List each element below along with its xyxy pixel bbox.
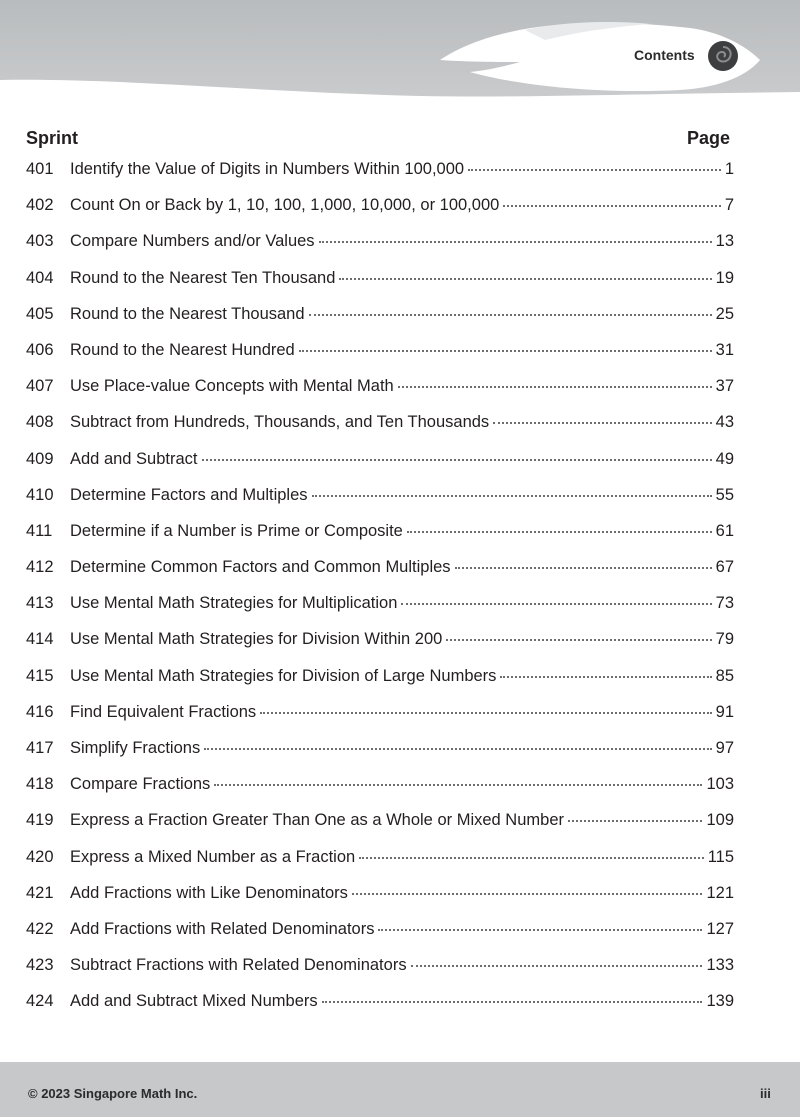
sprint-number: 413 — [26, 594, 54, 613]
toc-entry[interactable] — [26, 920, 734, 956]
toc-entry[interactable] — [26, 775, 734, 811]
toc-entry[interactable] — [26, 269, 734, 305]
column-header-sprint: Sprint — [26, 128, 78, 148]
toc-entry[interactable] — [26, 811, 734, 847]
sprint-title: Round to the Nearest Thousand — [70, 304, 305, 323]
page-number: iii — [760, 1086, 771, 1101]
toc-entry[interactable] — [26, 413, 734, 449]
page-ref: 73 — [715, 594, 734, 613]
page-ref: 127 — [706, 919, 734, 938]
sprint-title: Add and Subtract — [70, 449, 198, 468]
toc-entry[interactable] — [26, 630, 734, 666]
sprint-title: Determine Factors and Multiples — [70, 485, 308, 504]
sprint-number: 414 — [26, 630, 54, 649]
sprint-title: Express a Mixed Number as a Fraction — [70, 847, 356, 866]
page-ref: 85 — [715, 666, 734, 685]
dot-leader — [568, 819, 702, 822]
sprint-title: Compare Numbers and/or Values — [70, 232, 315, 251]
page-ref: 97 — [715, 739, 734, 757]
sprint-number: 410 — [26, 485, 54, 504]
sprint-number: 402 — [26, 196, 54, 215]
sprint-title: Determine Common Factors and Common Multiples — [70, 558, 451, 577]
sprint-number: 423 — [26, 956, 54, 975]
dot-leader — [260, 711, 711, 714]
dot-leader — [398, 385, 712, 388]
toc-entry[interactable] — [26, 667, 734, 703]
sprint-number: 415 — [26, 666, 54, 685]
dot-leader — [319, 240, 712, 243]
sprint-number: 407 — [26, 377, 54, 396]
toc-entry[interactable] — [26, 522, 734, 558]
dot-leader — [204, 747, 711, 750]
sprint-title: Use Mental Math Strategies for Multiplication — [70, 594, 398, 613]
sprint-title: Round to the Nearest Ten Thousand — [70, 268, 336, 287]
toc-entry[interactable] — [26, 305, 734, 341]
dot-leader — [407, 530, 712, 533]
page-ref: 37 — [715, 377, 734, 396]
sprint-number: 420 — [26, 847, 54, 866]
page-ref: 121 — [706, 883, 734, 902]
toc-entry[interactable] — [26, 703, 734, 739]
toc-entry[interactable] — [26, 377, 734, 413]
copyright-notice: © 2023 Singapore Math Inc. — [28, 1086, 198, 1101]
page-ref: 103 — [706, 775, 734, 794]
page-ref: 109 — [706, 811, 734, 830]
sprint-title: Simplify Fractions — [70, 739, 201, 757]
toc-entry[interactable] — [26, 341, 734, 377]
dot-leader — [446, 638, 711, 641]
sprint-title: Add and Subtract Mixed Numbers — [70, 992, 318, 1011]
sprint-number: 424 — [26, 992, 54, 1011]
dot-leader — [359, 856, 703, 859]
sprint-number: 404 — [26, 268, 54, 287]
sprint-title: Determine if a Number is Prime or Composite — [70, 521, 403, 540]
toc-entry[interactable] — [26, 196, 734, 232]
toc-entry[interactable] — [26, 956, 734, 992]
sprint-number: 403 — [26, 232, 54, 251]
toc-entry[interactable] — [26, 739, 734, 775]
dot-leader — [411, 964, 703, 967]
sprint-number: 401 — [26, 160, 54, 178]
sprint-title: Find Equivalent Fractions — [70, 702, 257, 721]
sprint-number: 411 — [26, 521, 53, 540]
sprint-title: Add Fractions with Related Denominators — [70, 919, 375, 938]
table-of-contents — [26, 160, 734, 1029]
page-ref: 133 — [706, 956, 734, 975]
dot-leader — [503, 204, 721, 207]
sprint-number: 418 — [26, 775, 54, 794]
sprint-number: 405 — [26, 304, 54, 323]
page-ref: 13 — [715, 232, 734, 251]
column-header-page: Page — [687, 128, 731, 148]
page-ref: 43 — [715, 413, 734, 432]
toc-entry[interactable] — [26, 992, 734, 1028]
sprint-number: 421 — [26, 883, 54, 902]
sprint-number: 416 — [26, 702, 54, 721]
sprint-title: Use Mental Math Strategies for Division Within 200 — [70, 630, 443, 649]
sprint-title: Add Fractions with Like Denominators — [70, 883, 348, 902]
sprint-number: 422 — [26, 919, 54, 938]
dot-leader — [352, 892, 703, 895]
sprint-title: Count On or Back by 1, 10, 100, 1,000, 10,000, or 100,000 — [70, 196, 500, 215]
toc-entry[interactable] — [26, 848, 734, 884]
sprint-number: 419 — [26, 811, 54, 830]
dot-leader — [401, 602, 711, 605]
toc-entry[interactable] — [26, 450, 734, 486]
toc-entry[interactable] — [26, 486, 734, 522]
page-ref: 79 — [715, 630, 734, 649]
toc-entry[interactable] — [26, 232, 734, 268]
spiral-badge-icon — [708, 41, 738, 71]
sprint-number: 417 — [26, 739, 54, 757]
page-ref: 31 — [715, 340, 734, 359]
sprint-title: Use Mental Math Strategies for Division of Large Numbers — [70, 666, 497, 685]
dot-leader — [455, 566, 712, 569]
page-ref: 1 — [724, 160, 734, 178]
toc-entry[interactable] — [26, 594, 734, 630]
sprint-number: 409 — [26, 449, 54, 468]
page-ref: 139 — [706, 992, 734, 1011]
sprint-title: Subtract Fractions with Related Denominators — [70, 956, 407, 975]
sprint-number: 412 — [26, 558, 54, 577]
page-ref: 25 — [715, 304, 734, 323]
section-label: Contents — [634, 47, 695, 63]
dot-leader — [468, 168, 721, 171]
page-ref: 19 — [715, 268, 734, 287]
sprint-number: 406 — [26, 340, 54, 359]
dot-leader — [493, 421, 711, 424]
dot-leader — [309, 313, 712, 316]
dot-leader — [214, 783, 702, 786]
dot-leader — [339, 277, 711, 280]
page-ref: 115 — [707, 847, 734, 866]
dot-leader — [312, 494, 712, 497]
page-ref: 49 — [715, 449, 734, 468]
sprint-title: Use Place-value Concepts with Mental Math — [70, 377, 394, 396]
page-ref: 67 — [715, 558, 734, 577]
sprint-title: Subtract from Hundreds, Thousands, and Ten Thousands — [70, 413, 490, 432]
sprint-title: Compare Fractions — [70, 775, 211, 794]
page-ref: 55 — [715, 485, 734, 504]
sprint-title: Round to the Nearest Hundred — [70, 340, 295, 359]
sprint-title: Identify the Value of Digits in Numbers Within 100,000 — [70, 160, 465, 178]
page-ref: 91 — [715, 702, 734, 721]
dot-leader — [299, 349, 712, 352]
sprint-number: 408 — [26, 413, 54, 432]
toc-entry[interactable] — [26, 160, 734, 196]
dot-leader — [378, 928, 702, 931]
toc-entry[interactable] — [26, 884, 734, 920]
dot-leader — [322, 1000, 703, 1003]
page-ref: 7 — [724, 196, 734, 215]
dot-leader — [202, 458, 712, 461]
page-ref: 61 — [715, 521, 734, 540]
toc-entry[interactable] — [26, 558, 734, 594]
dot-leader — [500, 675, 711, 678]
sprint-title: Express a Fraction Greater Than One as a Whole or Mixed Number — [70, 811, 564, 830]
